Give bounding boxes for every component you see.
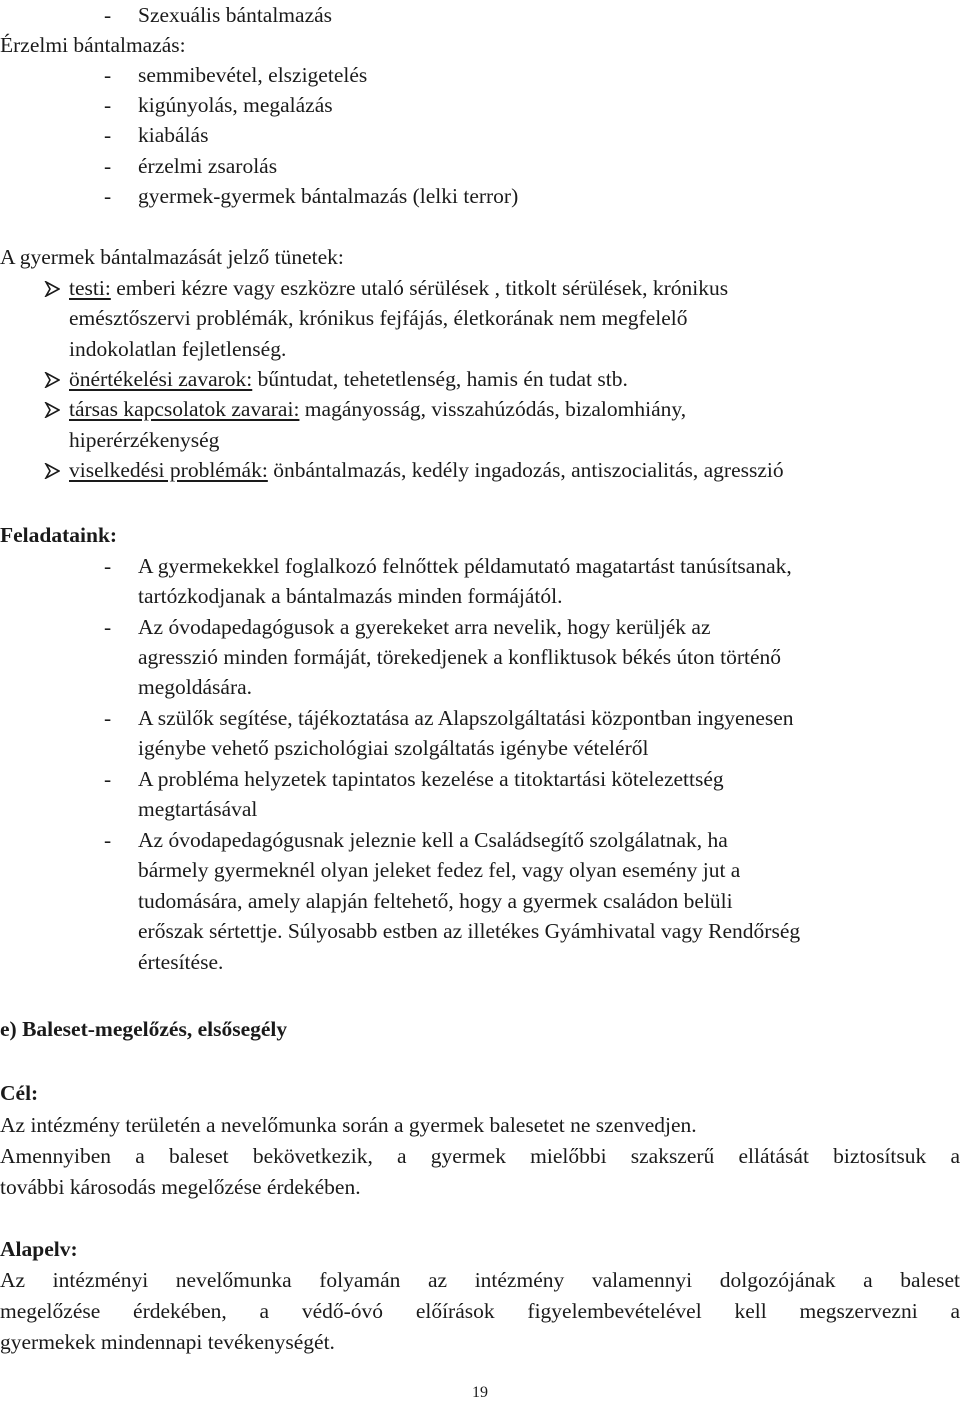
symptom-testi-line	[69, 273, 728, 304]
task-item-line: tartózkodjanak a bántalmazás minden formájától.	[138, 584, 563, 608]
list-item: gyermek-gyermek bántalmazás (lelki terror)	[138, 184, 519, 208]
symptom-text: magányosság, visszahúzódás, bizalomhiány,	[299, 397, 687, 421]
list-dash: -	[104, 767, 112, 791]
task-item-line: bármely gyermeknél olyan jeleket fedez fel, vagy olyan esemény jut a	[138, 858, 741, 882]
task-item-line: Az óvodapedagógusnak jeleznie kell a Családsegítő szolgálatnak, ha	[138, 828, 728, 852]
task-item-line: A gyermekekkel foglalkozó felnőttek példamutató magatartást tanúsítsanak,	[138, 554, 792, 578]
section-heading-tasks: Feladataink:	[0, 523, 118, 547]
symptom-text: önbántalmazás, kedély ingadozás, antiszocialitás, agresszió	[267, 458, 784, 482]
symptom-label-onertekelesi: önértékelési zavarok:	[69, 367, 253, 391]
subheading-principle: Alapelv:	[0, 1237, 78, 1261]
list-dash: -	[104, 123, 112, 147]
paragraph-line: Amennyiben a baleset bekövetkezik, a gyermek mielőbbi szakszerű ellátását biztosítsuk a	[0, 1144, 960, 1168]
list-dash: -	[104, 3, 112, 27]
section-title-e: e) Baleset-megelőzés, elsősegély	[0, 1017, 288, 1041]
symptom-text: emberi kézre vagy eszközre utaló sérülések , titkolt sérülések, krónikus	[110, 276, 729, 300]
symptom-text: indokolatlan fejletlenség.	[69, 337, 287, 361]
symptom-viselk-line	[69, 455, 784, 486]
task-item-line: A szülők segítése, tájékoztatása az Alapszolgáltatási központban ingyenesen	[138, 706, 794, 730]
task-item-line: A probléma helyzetek tapintatos kezelése a titoktartási kötelezettség	[138, 767, 724, 791]
paragraph-line: megelőzése érdekében, a védő-óvó előírások figyelembevételével kell megszervezni a	[0, 1299, 960, 1323]
section-heading-emotional: Érzelmi bántalmazás:	[0, 33, 186, 57]
subheading-goal: Cél:	[0, 1081, 39, 1105]
symptom-onert-line	[69, 364, 628, 395]
list-dash: -	[104, 63, 112, 87]
list-dash: -	[104, 615, 112, 639]
task-item-line: értesítése.	[138, 950, 224, 974]
page-number: 19	[472, 1384, 488, 1401]
symptom-tarsas-line	[69, 394, 686, 425]
list-item: kiabálás	[138, 123, 209, 147]
symptom-text: bűntudat, tehetetlenség, hamis én tudat stb.	[252, 367, 628, 391]
list-dash: -	[104, 93, 112, 117]
section-heading-symptoms: A gyermek bántalmazását jelző tünetek:	[0, 245, 344, 269]
arrow-bullet-icon	[44, 281, 60, 297]
symptom-label-viselkedesi: viselkedési problémák:	[69, 458, 268, 482]
list-dash: -	[104, 554, 112, 578]
list-item: semmibevétel, elszigetelés	[138, 63, 368, 87]
list-item: érzelmi zsarolás	[138, 154, 278, 178]
task-item-line: megtartásával	[138, 797, 258, 821]
list-dash: -	[104, 828, 112, 852]
paragraph-line: gyermekek mindennapi tevékenységét.	[0, 1330, 335, 1354]
paragraph-line: további károsodás megelőzése érdekében.	[0, 1175, 361, 1199]
paragraph-line: Az intézmény területén a nevelőmunka során a gyermek balesetet ne szenvedjen.	[0, 1113, 697, 1137]
task-item-line: igénybe vehető pszichológiai szolgáltatás igénybe vételéről	[138, 736, 649, 760]
task-item-line: agresszió minden formáját, törekedjenek a konfliktusok békés úton történő	[138, 645, 782, 669]
symptom-text: emésztőszervi problémák, krónikus fejfájás, életkorának nem megfelelő	[69, 306, 688, 330]
list-dash: -	[104, 154, 112, 178]
list-dash: -	[104, 706, 112, 730]
arrow-bullet-icon	[44, 402, 60, 418]
arrow-bullet-icon	[44, 463, 60, 479]
list-dash: -	[104, 184, 112, 208]
symptom-text: hiperérzékenység	[69, 428, 220, 452]
symptom-label-tarsas: társas kapcsolatok zavarai:	[69, 397, 300, 421]
task-item-line: erőszak sértettje. Súlyosabb estben az illetékes Gyámhivatal vagy Rendőrség	[138, 919, 801, 943]
task-item-line: megoldására.	[138, 675, 253, 699]
symptom-label-testi: testi:	[69, 276, 111, 300]
list-item: Szexuális bántalmazás	[138, 3, 333, 27]
paragraph-line: Az intézményi nevelőmunka folyamán az intézmény valamennyi dolgozójának a baleset	[0, 1268, 960, 1292]
list-item: kigúnyolás, megalázás	[138, 93, 333, 117]
task-item-line: Az óvodapedagógusok a gyerekeket arra nevelik, hogy kerüljék az	[138, 615, 711, 639]
task-item-line: tudomására, amely alapján feltehető, hogy a gyermek családon belüli	[138, 889, 733, 913]
arrow-bullet-icon	[44, 372, 60, 388]
